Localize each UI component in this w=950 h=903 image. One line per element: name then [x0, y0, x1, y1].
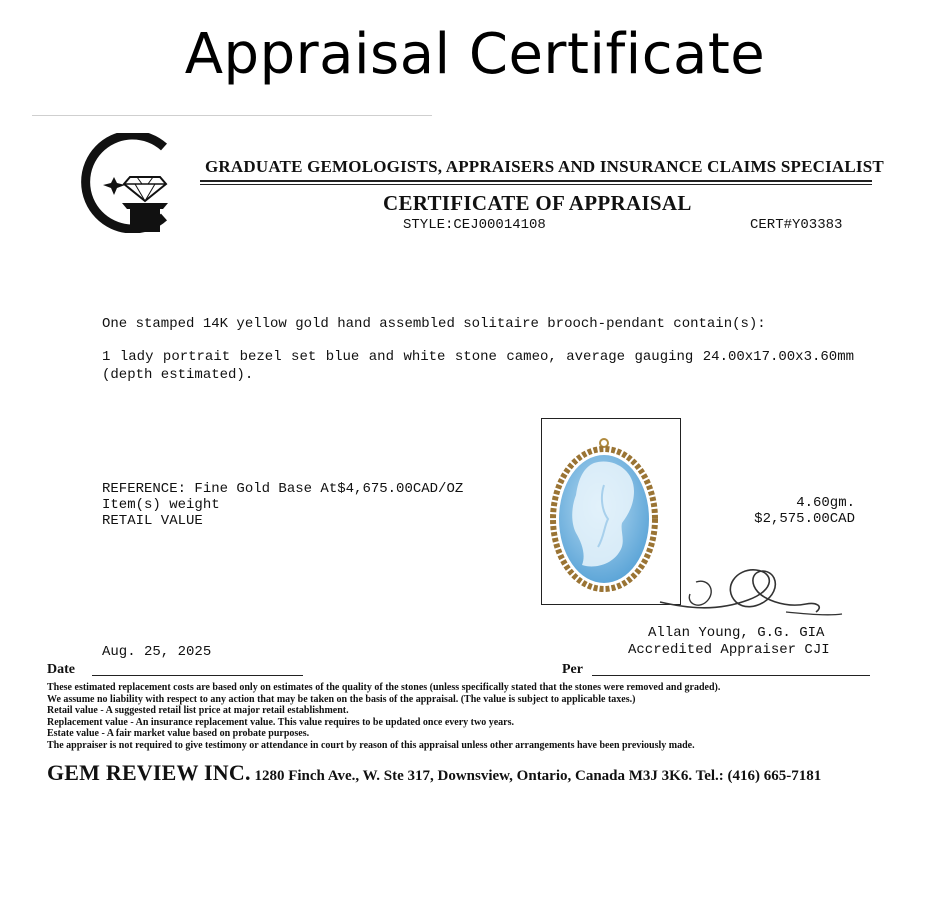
footer — [47, 760, 821, 786]
description-detail: 1 lady portrait bezel set blue and white stone cameo, average gauging 24.00x17.00x3.60mm (depth estimated). — [102, 349, 854, 383]
date-value: Aug. 25, 2025 — [102, 644, 212, 660]
disclaimer-line: These estimated replacement costs are based only on estimates of the quality of the stones (unless specifically stated that the stones were removed and graded). — [47, 682, 721, 693]
appraiser-title: Accredited Appraiser CJI — [628, 642, 830, 658]
disclaimer-block — [47, 682, 720, 751]
disclaimer-line: Estate value - A fair market value based on probate purposes. — [47, 728, 310, 739]
date-signature-line — [92, 675, 303, 676]
disclaimer-line: Replacement value - An insurance replacement value. This value requires to be updated once every two years. — [47, 716, 515, 728]
per-label: Per — [562, 662, 583, 677]
star-icon — [103, 177, 125, 195]
disclaimer-line: Retail value - A suggested retail list price at major retail establishment. — [47, 705, 349, 716]
reference-line: REFERENCE: Fine Gold Base At$4,675.00CAD/OZ — [102, 481, 464, 497]
divider — [32, 115, 432, 116]
appraiser-name: Allan Young, G.G. GIA — [648, 625, 825, 641]
divider — [200, 184, 872, 185]
retail-value: $2,575.00CAD — [754, 511, 855, 527]
footer-company-name: GEM REVIEW INC. — [47, 760, 251, 785]
disclaimer-line: We assume no liability with respect to any action that may be taken on the basis of the appraisal. (The value is subject to applicable taxes.) — [47, 693, 636, 705]
company-name: GRADUATE GEMOLOGISTS, APPRAISERS AND INSURANCE CLAIMS SPECIALIST — [205, 157, 884, 176]
retail-label: RETAIL VALUE — [102, 513, 203, 529]
disclaimer-line: The appraiser is not required to give testimony or attendance in court by reason of this appraisal unless other arrangements have been previously made. — [47, 739, 695, 751]
divider — [200, 180, 872, 182]
description-line: One stamped 14K yellow gold hand assembled solitaire brooch-pendant contain(s): — [102, 316, 766, 332]
diamond-icon — [124, 177, 166, 201]
company-logo — [76, 133, 172, 233]
certificate-number: CERT#Y03383 — [750, 217, 843, 233]
certificate-title: CERTIFICATE OF APPRAISAL — [383, 191, 692, 215]
footer-address: 1280 Finch Ave., W. Ste 317, Downsview, Ontario, Canada M3J 3K6. Tel.: (416) 665-7181 — [250, 768, 822, 784]
page-heading: Appraisal Certificate — [184, 22, 766, 87]
weight-value: 4.60gm. — [796, 495, 855, 511]
date-label: Date — [47, 662, 75, 677]
style-number: STYLE:CEJ00014108 — [403, 217, 546, 233]
per-signature-line — [592, 675, 870, 676]
weight-label: Item(s) weight — [102, 497, 220, 513]
appraiser-signature — [656, 560, 846, 632]
